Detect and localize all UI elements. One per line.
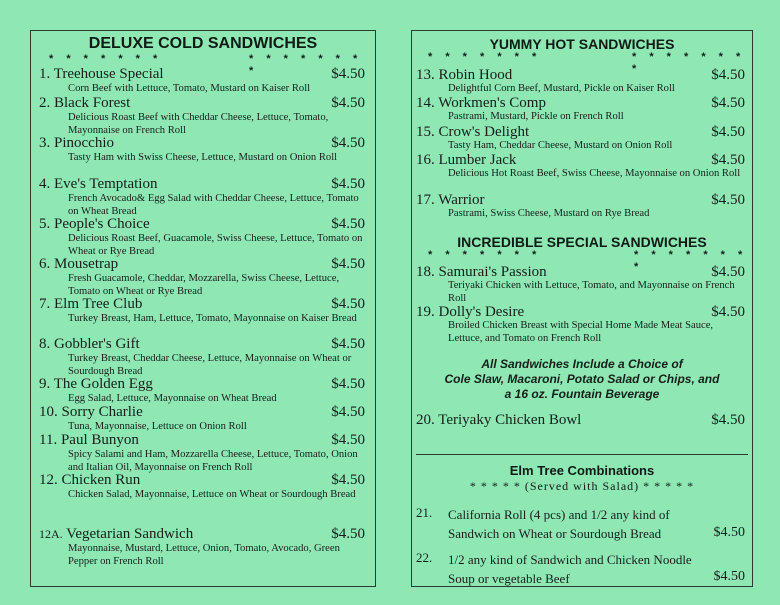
stars-right: * * * * * * * *	[249, 53, 363, 77]
item-price: $4.50	[713, 525, 745, 540]
item-name: Elm Tree Club	[54, 296, 143, 312]
item-price: $4.50	[711, 412, 745, 428]
item-number: 16.	[416, 152, 435, 168]
item-name: Lumber Jack	[438, 152, 517, 168]
combinations-subtitle: * * * * * (Served with Salad) * * * * *	[469, 479, 695, 493]
item-number: 22.	[416, 550, 433, 565]
stars-right: * * * * * * * *	[634, 249, 748, 273]
cold-sandwiches-panel	[30, 30, 376, 587]
item-name: Vegetarian Sandwich	[66, 526, 194, 542]
item-number: 12A.	[39, 527, 63, 541]
item-number: 13.	[416, 67, 435, 83]
section-divider	[416, 454, 748, 455]
item-price: $4.50	[711, 264, 745, 280]
item-name: Robin Hood	[438, 67, 513, 83]
item-name: Samurai's Passion	[438, 264, 547, 280]
cold-sandwiches-title: DELUXE COLD SANDWICHES	[88, 35, 318, 52]
item-price: $4.50	[331, 526, 365, 542]
item-number: 15.	[416, 124, 435, 140]
item-name: Dolly's Desire	[438, 304, 525, 320]
item-number: 5.	[39, 216, 51, 232]
item-description: Tasty Ham, Cheddar Cheese, Mustard on Onion Roll	[448, 140, 673, 151]
item-price: $4.50	[711, 304, 745, 320]
item-name: Workmen's Comp	[438, 95, 546, 111]
item-description: Turkey Breast, Ham, Lettuce, Tomato, Mayonnaise on Kaiser Bread	[68, 313, 357, 324]
item-description: Delicious Hot Roast Beef, Swiss Cheese, Mayonnaise on Onion Roll	[448, 168, 741, 179]
item-description: Corn Beef with Lettuce, Tomato, Mustard on Kaiser Roll	[68, 83, 311, 94]
item-description: Pastrami, Swiss Cheese, Mustard on Rye Bread	[448, 208, 650, 219]
stars-left: * * * * * * *	[428, 51, 542, 63]
item-description: Delicious Roast Beef, Guacamole, Swiss Cheese, Lettuce, Tomato on Wheat or Rye Bread	[68, 233, 363, 257]
combo-line-1: 1/2 any kind of Sandwich and Chicken Noodle	[448, 552, 692, 567]
item-price: $4.50	[331, 472, 365, 488]
item-name: Teriyaky Chicken Bowl	[438, 412, 582, 428]
item-name: Black Forest	[54, 95, 131, 111]
item-number: 21.	[416, 505, 433, 520]
item-number: 7.	[39, 296, 51, 312]
combo-line-2: Soup or vegetable Beef	[448, 571, 570, 586]
item-price: $4.50	[711, 67, 745, 83]
item-description: Broiled Chicken Breast with Special Home Made Meat Sauce, Lettuce, and Tomato on French Roll	[448, 320, 714, 344]
item-number: 6.	[39, 256, 51, 272]
item-number: 14.	[416, 95, 435, 111]
item-price: $4.50	[711, 192, 745, 208]
hot-sandwiches-panel	[411, 30, 753, 587]
item-description: Tasty Ham with Swiss Cheese, Lettuce, Mustard on Onion Roll	[68, 152, 338, 163]
item-description: Mayonnaise, Mustard, Lettuce, Onion, Tomato, Avocado, Green Pepper on French Roll	[68, 543, 340, 567]
item-price: $4.50	[331, 95, 365, 111]
item-price: $4.50	[331, 432, 365, 448]
item-description: Fresh Guacamole, Cheddar, Mozzarella, Swiss Cheese, Lettuce, Tomato on Wheat or Rye Bread	[68, 273, 340, 297]
item-price: $4.50	[331, 66, 365, 82]
item-number: 4.	[39, 176, 51, 192]
item-price: $4.50	[331, 135, 365, 151]
item-number: 17.	[416, 192, 435, 208]
item-price: $4.50	[711, 95, 745, 111]
item-name: Eve's Temptation	[54, 176, 158, 192]
item-number: 18.	[416, 264, 435, 280]
item-description: Chicken Salad, Mayonnaise, Lettuce on Wheat or Sourdough Bread	[68, 489, 356, 500]
item-price: $4.50	[331, 256, 365, 272]
item-name: Crow's Delight	[438, 124, 530, 140]
item-name: Pinocchio	[54, 135, 114, 151]
item-name: People's Choice	[54, 216, 150, 232]
item-number: 19.	[416, 304, 435, 320]
item-price: $4.50	[331, 176, 365, 192]
item-number: 9.	[39, 376, 51, 392]
item-number: 12.	[39, 472, 58, 488]
item-name: Chicken Run	[61, 472, 141, 488]
combo-line-1: California Roll (4 pcs) and 1/2 any kind of	[448, 507, 670, 522]
item-description: Teriyaki Chicken with Lettuce, Tomato, and Mayonnaise on French Roll	[448, 280, 735, 304]
item-description: Tuna, Mayonnaise, Lettuce on Onion Roll	[68, 421, 247, 432]
hot-sandwiches-title: YUMMY HOT SANDWICHES	[489, 36, 675, 52]
item-price: $4.50	[331, 376, 365, 392]
item-price: $4.50	[331, 404, 365, 420]
item-price: $4.50	[331, 216, 365, 232]
item-name: Mousetrap	[54, 256, 119, 272]
item-name: Paul Bunyon	[60, 432, 139, 448]
combo-line-2: Sandwich on Wheat or Sourdough Bread	[448, 526, 662, 541]
item-number: 20.	[416, 412, 435, 428]
item-description: Pastrami, Mustard, Pickle on French Roll	[448, 111, 624, 122]
item-price: $4.50	[711, 152, 745, 168]
stars-left: * * * * * * *	[49, 53, 163, 65]
item-name: Warrior	[438, 192, 485, 208]
stars-right: * * * * * * * *	[632, 51, 746, 75]
item-description: French Avocado& Egg Salad with Cheddar Cheese, Lettuce, Tomato on Wheat Bread	[68, 193, 359, 217]
item-description: Spicy Salami and Ham, Mozzarella Cheese, Lettuce, Tomato, Onion and Italian Oil, Mayonnaise on French Roll	[68, 449, 358, 473]
item-name: Sorry Charlie	[61, 404, 143, 420]
item-number: 1.	[39, 66, 51, 82]
stars-left: * * * * * * *	[428, 249, 542, 261]
sides-note: All Sandwiches Include a Choice of Cole Slaw, Macaroni, Potato Salad or Chips, and a 16 oz. Fountain Beverage	[444, 357, 720, 401]
item-number: 2.	[39, 95, 51, 111]
item-price: $4.50	[713, 569, 745, 584]
item-description: Egg Salad, Lettuce, Mayonnaise on Wheat Bread	[68, 393, 277, 404]
item-number: 3.	[39, 135, 51, 151]
item-name: Treehouse Special	[53, 66, 164, 82]
item-number: 8.	[39, 336, 51, 352]
item-name: The Golden Egg	[53, 376, 153, 392]
special-sandwiches-title: INCREDIBLE SPECIAL SANDWICHES	[457, 234, 707, 250]
item-description: Delightful Corn Beef, Mustard, Pickle on Kaiser Roll	[448, 83, 675, 94]
item-price: $4.50	[331, 336, 365, 352]
combinations-title: Elm Tree Combinations	[509, 463, 655, 478]
item-description: Delicious Roast Beef with Cheddar Cheese, Lettuce, Tomato, Mayonnaise on French Roll	[68, 112, 329, 136]
item-price: $4.50	[711, 124, 745, 140]
item-number: 11.	[39, 432, 58, 448]
item-description: Turkey Breast, Cheddar Cheese, Lettuce, Mayonnaise on Wheat or Sourdough Bread	[68, 353, 352, 377]
item-name: Gobbler's Gift	[54, 336, 140, 352]
item-number: 10.	[39, 404, 58, 420]
item-price: $4.50	[331, 296, 365, 312]
